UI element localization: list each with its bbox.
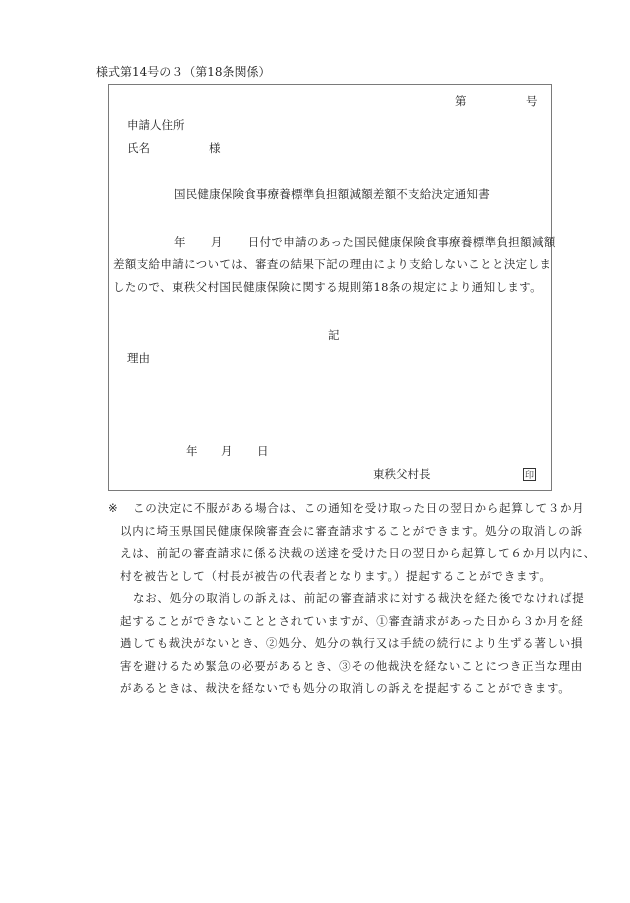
note-paragraph-1-line: 村を被告として（村長が被告の代表者となります。）提起することができます。: [120, 569, 552, 583]
note-paragraph-1-line: えは、前記の審査請求に係る決裁の送達を受けた日の翌日から起算して６か月以内に、: [120, 546, 596, 560]
seal-icon-svg: [523, 468, 536, 481]
body-month: 月: [210, 235, 223, 249]
svg-text:印: 印: [524, 471, 535, 481]
issue-date-day: 日: [257, 444, 269, 458]
note-paragraph-2-line: 起することができないこととされていますが、①審査請求があった日から３か月を経: [120, 614, 584, 628]
applicant-honorific: 様: [209, 141, 221, 155]
applicant-name-label: 氏名: [127, 141, 150, 155]
body-line-1-text: 日付で申請のあった国民健康保険食事療養標準負担額減額: [247, 235, 556, 249]
seal-icon: [523, 468, 536, 483]
note-paragraph-2-line: 害を避けるため緊急の必要があるとき、③その他裁決を経ないことにつき正当な理由: [120, 659, 583, 673]
note-paragraph-2-line: なお、処分の取消しの訴えは、前記の審査請求に対する裁決を経た後でなければ提: [133, 591, 585, 605]
note-paragraph-2-line: があるときは、裁決を経ないでも処分の取消しの訴えを提起することができます。: [120, 681, 571, 695]
note-paragraph-2-line: 過しても裁決がないとき、②処分、処分の執行又は手続の続行により生ずる著しい損: [120, 636, 584, 650]
doc-number-suffix: 号: [526, 94, 538, 108]
body-line-2: 差額支給申請については、審査の結果下記の理由により支給しないことと決定しま: [113, 257, 552, 271]
body-year: 年: [174, 235, 186, 249]
issue-date-year: 年: [186, 444, 198, 458]
note-mark: ※: [108, 501, 119, 515]
note-paragraph-1-line: この決定に不服がある場合は、この通知を受け取った日の翌日から起算して３か月: [133, 501, 585, 515]
applicant-address-label: 申請人住所: [127, 118, 185, 132]
issue-date-month: 月: [221, 444, 233, 458]
note-paragraph-1-line: 以内に埼玉県国民健康保険審査会に審査請求することができます。処分の取消しの訴: [120, 524, 583, 538]
issuer-label: 東秩父村長: [373, 467, 431, 481]
ki-label: 記: [328, 328, 340, 342]
body-line-3: したので、東秩父村国民健康保険に関する規則第18条の規定により通知します。: [113, 280, 542, 294]
doc-number-prefix: 第: [455, 94, 467, 108]
reason-label: 理由: [127, 351, 150, 365]
body-line-1: [174, 237, 556, 249]
form-number: 様式第14号の３（第18条関係）: [96, 65, 271, 79]
notice-title: 国民健康保険食事療養標準負担額減額差額不支給決定通知書: [174, 187, 490, 201]
